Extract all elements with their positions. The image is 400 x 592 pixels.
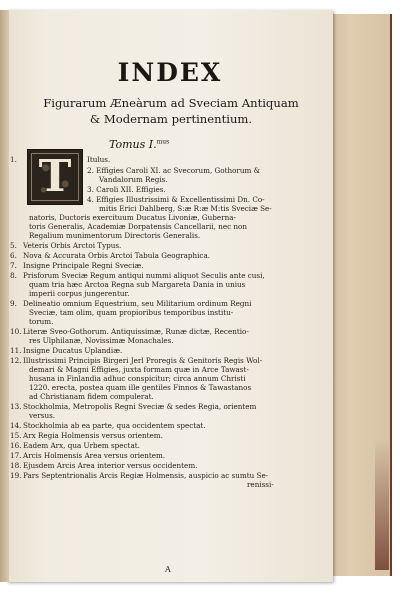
- entry-number: 14.: [10, 421, 22, 430]
- entry-number: 10.: [10, 327, 22, 336]
- entry-text: toris Generalis, Academiæ Dorpatensis Cancellarii, nec non: [29, 222, 247, 231]
- entry-text: res Ulphilanæ, Novissimæ Monachales.: [29, 336, 174, 345]
- entry-text: Itulus.: [87, 155, 111, 164]
- entry-text: Delineatio omnium Equestrium, seu Militarium ordinum Regni: [23, 299, 252, 308]
- entry-text: quam tria hæc Arctoa Regna sub Margareta Dania in unius: [29, 280, 246, 289]
- entry-text: Prisforum Sveciæ Regum antiqui nummi aliquot Seculis ante cusi,: [23, 271, 265, 280]
- entry-number: 11.: [10, 346, 22, 355]
- entry-number: 13.: [10, 402, 22, 411]
- entry-text: husana in Finlandia adhuc conspicitur; circa annum Christi: [29, 374, 246, 383]
- entry-number: 5.: [10, 241, 17, 250]
- entry-text: Stockholmia, Metropolis Regni Sveciæ & sedes Regia, orientem: [23, 402, 257, 411]
- initial-letter: T: [38, 151, 72, 202]
- entry-text: Pars Septentrionalis Arcis Regiæ Holmensis, auspicio ac sumtu Se-: [23, 471, 269, 480]
- entry-number: 19.: [10, 471, 22, 480]
- entry-text: versus.: [29, 411, 56, 420]
- entry-number: 7.: [10, 261, 17, 270]
- entry-text: torum.: [29, 317, 54, 326]
- subtitle-line-2: & Modernam pertinentium.: [89, 112, 253, 126]
- entry-text: Illustrissimi Principis Birgeri Jerl Proregis & Genitoris Regis Wol-: [23, 356, 263, 365]
- index-entries: [7, 10, 333, 582]
- entry-text: ad Christianam fidem compulerat.: [29, 392, 154, 401]
- entry-text: 4. Effigies Illustrissimi & Excellentissimi Dn. Co-: [87, 195, 265, 204]
- entry-text: Eadem Arx, qua Urbem spectat.: [23, 441, 140, 450]
- entry-text: demari & Magni Effigies, juxta formam quæ in Arce Tawast-: [29, 365, 249, 374]
- entry-number: 15.: [10, 431, 22, 440]
- subtitle-line-1: Figurarum Æneàrum ad Sveciam Antiquam: [43, 96, 299, 110]
- entry-number: 9.: [10, 299, 17, 308]
- entry-text: Stockholmia ab ea parte, qua occidentem spectat.: [23, 421, 206, 430]
- entry-text: Arcis Holmensis Area versus orientem.: [23, 451, 166, 460]
- entry-text: 2. Effigies Caroli XI. ac Svecorum, Gothorum &: [87, 166, 260, 175]
- entry-number: 12.: [10, 356, 22, 365]
- entry-text: Regalium munimentorum Directoris Generalis.: [29, 231, 201, 240]
- tomus-superscript: mus: [156, 138, 170, 146]
- entry-text: mitis Erici Dahlberg, S:æ R:æ M:tis Sveciæ Se-: [99, 204, 272, 213]
- entry-text: imperii corpus jungerentur.: [29, 289, 130, 298]
- entry-number: 18.: [10, 461, 22, 470]
- entry-text: Literæ Sveo-Gothorum. Antiquissimæ, Runæ dictæ, Recentio-: [23, 327, 249, 336]
- entry-text: natoris, Ductoris exercituum Ducatus Livoniæ, Guberna-: [29, 213, 236, 222]
- binding-edge: [375, 440, 389, 570]
- entry-text: Sveciæ, tam olim, quam propioribus temporibus institu-: [29, 308, 234, 317]
- entry-number: 8.: [10, 271, 17, 280]
- entry-text: Insigne Ducatus Uplandiæ.: [23, 346, 123, 355]
- entry-number: 1.: [10, 155, 17, 164]
- entry-text: renissi-: [247, 480, 274, 489]
- page-spine-edge: [0, 10, 9, 582]
- entry-text: Vandalorum Regis.: [99, 175, 168, 184]
- tomus-label: Tomus I.: [109, 138, 157, 151]
- entry-text: 1220. erecta, postea quam ille gentiles Finnos & Tawastanos: [29, 383, 252, 392]
- entry-text: Insigne Principale Regni Sveciæ.: [23, 261, 144, 270]
- entry-text: Ejusdem Arcis Area interior versus occidentem.: [23, 461, 198, 470]
- entry-number: 6.: [10, 251, 17, 260]
- entry-number: 16.: [10, 441, 22, 450]
- entry-text: Arx Regia Holmensis versus orientem.: [23, 431, 163, 440]
- signature-mark: A: [165, 565, 171, 574]
- entry-text: Veteris Orbis Arctoi Typus.: [23, 241, 122, 250]
- entry-text: Nova & Accurata Orbis Arctoi Tabula Geographica.: [23, 251, 211, 260]
- entry-text: 3. Caroli XII. Effigies.: [87, 185, 166, 194]
- entry-number: 17.: [10, 451, 22, 460]
- page-title: INDEX: [117, 58, 223, 87]
- document-page: [7, 10, 333, 582]
